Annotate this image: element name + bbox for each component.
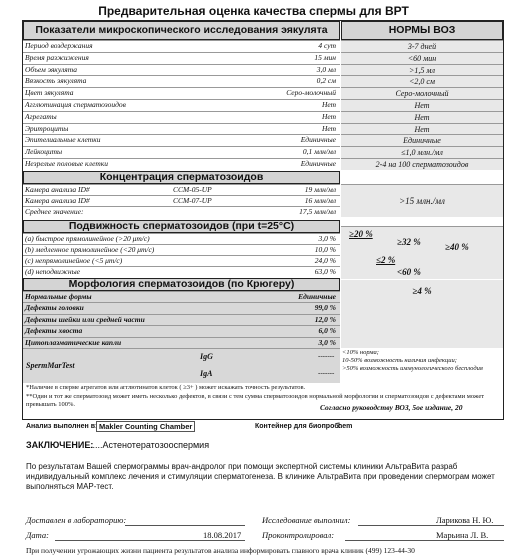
morph-row-label: Дефекты шейки или средней части — [25, 314, 145, 324]
micro-row-value: 4 сут — [318, 41, 336, 50]
motility-row-value: 10,0 % — [314, 245, 336, 254]
micro-row-value: Серо-молочный — [286, 88, 336, 98]
micro-row-label: Вязкость эякулята — [25, 76, 87, 86]
micro-row-norm: >1,5 мл — [341, 64, 503, 76]
micro-row-value: 0,1 млн/мл — [302, 147, 336, 157]
motility-row-label: (d) неподвижные — [25, 267, 80, 276]
conc-header: Концентрация сперматозоидов — [23, 171, 340, 184]
micro-row — [23, 99, 340, 111]
date-label: Дата: — [26, 530, 49, 540]
container-value: hem — [338, 423, 353, 430]
mar-igg-value: ------- — [318, 352, 335, 360]
micro-row-label: Период воздержания — [25, 41, 93, 50]
morph-row-value: 99,0 % — [314, 303, 336, 313]
morph-row-value: 3,0 % — [318, 337, 336, 347]
date-line — [55, 540, 245, 541]
mar-note-2: 10-50% возможность наличия инфекции; — [342, 357, 457, 364]
norm-abc: ≥40 % — [445, 242, 469, 252]
mar-note-1: <10% норма; — [342, 349, 379, 356]
micro-row — [23, 134, 340, 146]
morph-row-label: Цитоплазматические капли — [25, 337, 122, 347]
motility-row — [23, 266, 340, 277]
motility-row-label: (a) быстрое прямолинейное (>20 μm/c) — [25, 234, 150, 243]
conc-row — [23, 206, 340, 217]
micro-row — [23, 146, 340, 158]
micro-row-value: 3,0 мл — [316, 64, 336, 74]
micro-row-value: Нет — [321, 123, 336, 133]
morph-row — [23, 337, 340, 348]
micro-row — [23, 52, 340, 64]
analysis-value: Makler Counting Chamber — [96, 421, 195, 432]
micro-row — [23, 40, 340, 52]
delivered-line — [125, 525, 245, 526]
checked-label: Проконтролировал: — [262, 530, 335, 540]
motility-row-label: (c) непрямолинейное (<5 μm/c) — [25, 256, 123, 265]
conc-row-value: 16 млн/мл — [304, 196, 336, 205]
conc-norm: >15 млн./мл — [341, 184, 503, 217]
micro-row-value: Единичные — [300, 135, 336, 145]
mar-igg: IgG — [200, 352, 213, 361]
conc-row-chamber: CCM-05-UP — [173, 185, 212, 194]
micro-row-label: Агглютинация сперматозоидов — [25, 100, 126, 109]
delivered-label: Доставлен в лабораторию: — [26, 515, 127, 525]
micro-row — [23, 87, 340, 99]
conc-row — [23, 195, 340, 206]
morph-row-label: Дефекты хвоста — [25, 326, 83, 336]
micro-row-norm: Нет — [341, 123, 503, 135]
conc-row-value: 19 млн/мл — [304, 185, 336, 194]
conc-row-label: Камера анализа ID# — [25, 185, 90, 194]
recommendation-paragraph: По результатам Вашей спермограммы врач-андролог при помощи экспертной системы клиники АльтраВита разраб индивидуальный комплекс лечения и стимуляции сперматогенеза. В клинике АльтраВита при проведении спермограм может выполняться МАР-тест. — [26, 462, 495, 491]
micro-row-label: Объем эякулята — [25, 64, 77, 74]
micro-row-value: Нет — [321, 100, 336, 109]
micro-row-norm: 3-7 дней — [341, 40, 503, 52]
mar-iga-value: ------- — [318, 369, 335, 377]
motility-row — [23, 233, 340, 244]
micro-row — [23, 123, 340, 135]
who-reference: Согласно руководству ВОЗ, 5ое издание, 20 — [320, 403, 463, 412]
footnote-1: *Наличие в сперме агрегатов или агглютинатов клеток ( ≥3+ ) может искажать точность результатов. — [26, 384, 306, 391]
morph-row-label: Дефекты головки — [25, 303, 84, 313]
container-label: Контейнер для биопроб: — [255, 423, 341, 430]
conc-row — [23, 184, 340, 195]
norm-c: ≤2 % — [376, 255, 396, 265]
morph-row-value: Единичные — [298, 292, 336, 301]
micro-row-label: Агрегаты — [25, 111, 57, 121]
micro-row — [23, 158, 340, 170]
motility-row-value: 3,0 % — [318, 234, 336, 243]
micro-row-value: Единичные — [300, 159, 336, 168]
morph-row — [23, 325, 340, 336]
micro-row-norm: 2-4 на 100 сперматозоидов — [341, 158, 503, 170]
micro-row — [23, 75, 340, 87]
morph-row-value: 6,0 % — [318, 326, 336, 336]
conc-row-value: 17,5 млн/мл — [299, 207, 336, 216]
bottom-note: При получении угрожающих жизни пациента результатов анализа информировать главного врача клиник (499) 123-44-30 — [26, 546, 415, 555]
micro-row-norm: Нет — [341, 99, 503, 111]
morph-norm: ≥4 % — [341, 280, 503, 348]
morph-header: Морфология сперматозоидов (по Крюгеру) — [23, 278, 340, 291]
micro-row-norm: Нет — [341, 111, 503, 123]
motility-row-label: (b) медленное прямолинейное (<20 μm/c) — [25, 245, 155, 254]
micro-row-value: 15 мин — [314, 52, 336, 62]
micro-row-label: Цвет эякулята — [25, 88, 74, 98]
norm-a: ≥20 % — [349, 229, 373, 239]
performed-line — [358, 525, 504, 526]
motility-header: Подвижность сперматозоидов (при t=25°C) — [23, 220, 340, 233]
motility-row — [23, 244, 340, 255]
conc-row-chamber: CCM-07-UP — [173, 196, 212, 205]
micro-row-label: Лейкоциты — [25, 147, 63, 157]
date-value: 18.08.2017 — [203, 530, 242, 540]
micro-row-label: Незрелые половые клетки — [25, 159, 109, 168]
morph-row — [23, 302, 340, 313]
motility-row-value: 63,0 % — [314, 267, 336, 276]
micro-row-label: Время разжижения — [25, 52, 89, 62]
micro-row-norm: <60 мин — [341, 52, 503, 64]
conc-row-label: Среднее значение: — [25, 207, 84, 216]
motility-row — [23, 255, 340, 266]
micro-row-label: Эритроциты — [25, 123, 69, 133]
norms-header: НОРМЫ ВОЗ — [341, 21, 503, 40]
micro-row-label: Эпителиальные клетки — [25, 135, 101, 145]
mar-label: SpermMarTest — [26, 361, 75, 370]
report-title: Предварительная оценка качества спермы для ВРТ — [98, 4, 409, 18]
motility-row-value: 24,0 % — [314, 256, 336, 265]
performed-label: Исследование выполнил: — [262, 515, 351, 525]
analysis-label: Анализ выполнен в: — [26, 423, 98, 430]
micro-row-norm: ≤1,0 млн./мл — [341, 146, 503, 158]
micro-row-value: 0,2 см — [316, 76, 336, 86]
checked-line — [345, 540, 504, 541]
performed-value: Ларикова Н. Ю. — [436, 515, 494, 525]
mar-note-3: >50% возможность иммунологического бесплодия — [342, 365, 483, 372]
conclusion-label: ЗАКЛЮЧЕНИЕ: — [26, 440, 94, 450]
conc-row-label: Камера анализа ID# — [25, 196, 90, 205]
micro-row-norm: <2,0 см — [341, 75, 503, 87]
morph-row-value: 12,0 % — [314, 314, 336, 324]
morph-row-label: Нормальные формы — [25, 292, 92, 301]
morph-row — [23, 291, 340, 302]
checked-value: Марьина Л. В. — [436, 530, 489, 540]
micro-row-norm: Серо-молочный — [341, 87, 503, 99]
mar-iga: IgA — [200, 369, 213, 378]
morph-row — [23, 314, 340, 325]
micro-row — [23, 64, 340, 76]
norm-d: <60 % — [397, 267, 421, 277]
micro-row-norm: Единичные — [341, 134, 503, 146]
micro-row — [23, 111, 340, 123]
micro-row-value: Нет — [321, 111, 336, 121]
conclusion-value: .....Астенотератозооспермия — [90, 440, 210, 450]
footnote-2: **Один и тот же сперматозоид может иметь несколько дефектов, в связи с тем сумма сперматозоидов нормальной морфологии и сперматозоидов с дефектами может превышать 100%. — [26, 393, 485, 408]
micro-header: Показатели микроскопического исследования эякулята — [23, 21, 340, 40]
norm-ab: ≥32 % — [397, 237, 421, 247]
mar-notes — [342, 349, 502, 373]
